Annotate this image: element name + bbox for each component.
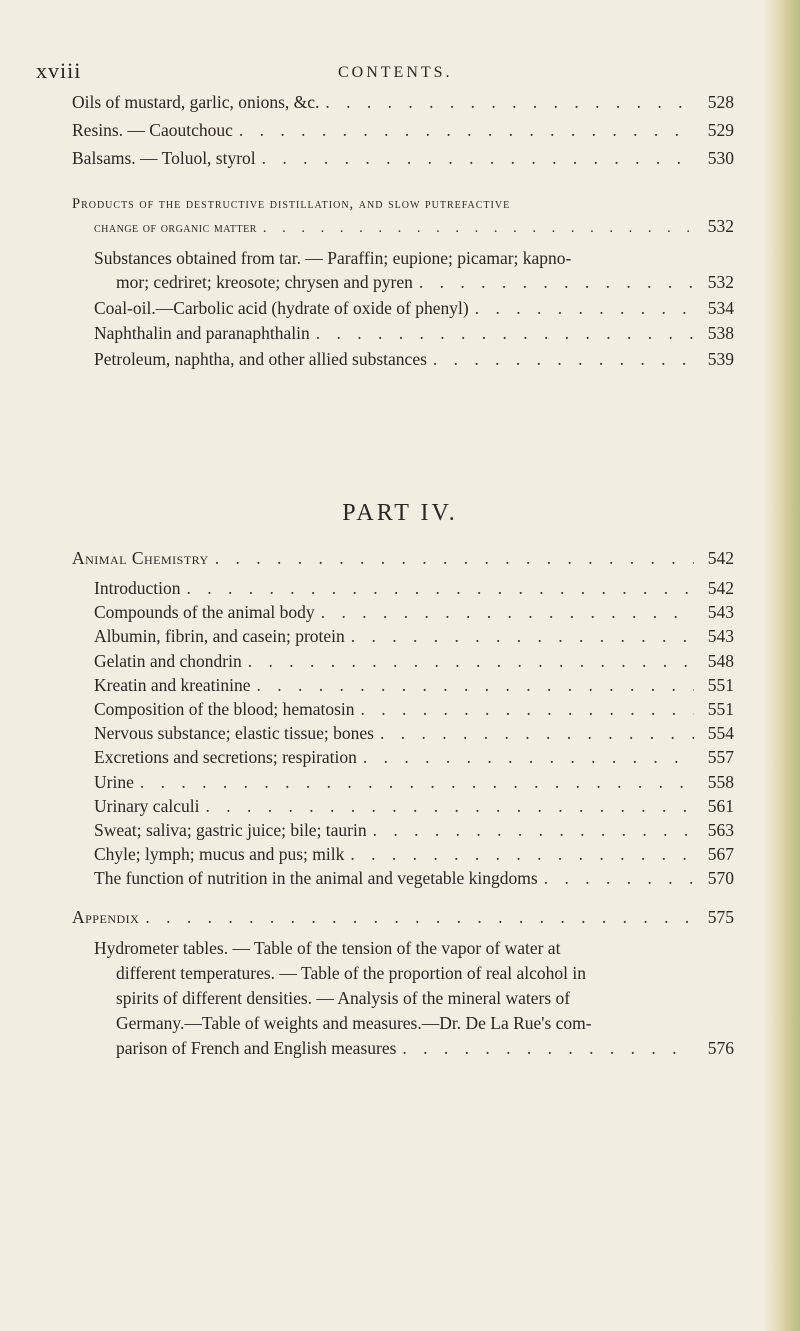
entry-title: Balsams. — Toluol, styrol — [72, 148, 256, 168]
entry-title: Nervous substance; elastic tissue; bones — [94, 723, 374, 744]
running-title: CONTENTS. — [338, 64, 453, 81]
toc-entry — [94, 723, 734, 744]
toc-entry — [94, 699, 734, 720]
entry-page: 542 — [707, 578, 734, 598]
leader-dots — [325, 92, 694, 113]
leader-dots — [361, 699, 694, 720]
entry-title: Excretions and secretions; respiration — [94, 747, 357, 768]
section-heading-appendix: Appendix — [72, 907, 140, 927]
toc-entry — [94, 298, 734, 319]
toc-entry — [72, 92, 734, 113]
toc-entry — [72, 120, 734, 141]
entry-title: Urine — [94, 771, 134, 792]
toc-entry — [94, 868, 734, 889]
toc-entry — [94, 675, 734, 696]
leader-dots — [256, 675, 694, 696]
entry-page: 530 — [707, 148, 734, 168]
entry-title: Sweat; saliva; gastric juice; bile; taurin — [94, 820, 367, 840]
entry-page: 528 — [707, 92, 734, 112]
toc-entry — [94, 820, 734, 841]
entry-title: mor; cedriret; kreosote; chrysen and pyren — [116, 272, 413, 292]
leader-dots — [263, 220, 694, 237]
appendix-line: Germany.—Table of weights and measures.—Dr. De La Rue's com- — [116, 1013, 592, 1033]
entry-page: 534 — [707, 298, 734, 318]
entry-page: 575 — [707, 907, 734, 927]
entry-page: 542 — [707, 548, 734, 568]
appendix-description — [94, 936, 734, 1036]
entry-title: Coal-oil.—Carbolic acid (hydrate of oxide of phenyl) — [94, 298, 469, 318]
entry-page: 543 — [707, 626, 734, 647]
entry-title: Urinary calculi — [94, 795, 200, 816]
entry-page: 548 — [707, 650, 734, 671]
leader-dots — [351, 626, 694, 647]
entry-title: change of organic matter — [94, 220, 257, 236]
entry-title: Naphthalin and paranaphthalin — [94, 323, 310, 343]
leader-dots — [433, 349, 694, 370]
leader-dots — [248, 651, 694, 672]
leader-dots — [205, 796, 694, 817]
leader-dots — [373, 820, 694, 841]
entry-page: 551 — [707, 699, 734, 719]
leader-dots — [402, 1038, 694, 1059]
entry-page: 551 — [707, 674, 734, 695]
entry-title: Introduction — [94, 578, 181, 598]
toc-entry — [94, 747, 734, 768]
entry-title: The function of nutrition in the animal and vegetable kingdoms — [94, 868, 538, 889]
entry-page: 563 — [707, 820, 734, 840]
toc-entry-multiline — [94, 246, 734, 271]
leader-dots — [380, 723, 694, 744]
entry-page: 532 — [707, 216, 734, 236]
toc-entry — [94, 626, 734, 647]
toc-entry — [94, 796, 734, 817]
entry-page: 567 — [707, 844, 734, 865]
section-heading-animal-chemistry: Animal Chemistry — [72, 548, 209, 568]
toc-section-entry — [72, 548, 734, 569]
toc-entry — [94, 323, 734, 344]
section-heading-products: Products of the destructive distillation, and slow putrefactive — [72, 196, 511, 212]
entry-title: Compounds of the animal body — [94, 602, 315, 623]
toc-entry — [94, 602, 734, 623]
leader-dots — [419, 272, 694, 293]
entry-page: 561 — [707, 795, 734, 816]
entry-title-line: Substances obtained from tar. — Paraffin; eupione; picamar; kapno- — [94, 248, 572, 268]
entry-page: 570 — [707, 868, 734, 889]
toc-entry — [94, 349, 734, 370]
leader-dots — [215, 548, 694, 569]
leader-dots — [239, 120, 694, 141]
appendix-line: Hydrometer tables. — Table of the tension of the vapor of water at — [94, 938, 561, 958]
leader-dots — [544, 868, 694, 889]
leader-dots — [187, 578, 694, 599]
page-edge-discoloration — [762, 0, 800, 1331]
entry-title: Oils of mustard, garlic, onions, &c. — [72, 92, 320, 112]
entry-title: parison of French and English measures — [116, 1038, 397, 1058]
toc-entry — [94, 651, 734, 672]
entry-page: 532 — [707, 272, 734, 292]
leader-dots — [321, 602, 694, 623]
entry-title: Petroleum, naphtha, and other allied substances — [94, 349, 427, 369]
toc-entry — [94, 216, 734, 237]
toc-entry — [94, 578, 734, 599]
entry-page: 539 — [707, 349, 734, 369]
toc-entry — [94, 844, 734, 865]
entry-title: Resins. — Caoutchouc — [72, 120, 233, 140]
entry-page: 538 — [707, 323, 734, 343]
leader-dots — [316, 323, 694, 344]
appendix-line: different temperatures. — Table of the proportion of real alcohol in — [116, 963, 586, 983]
part-title: PART IV. — [342, 500, 458, 526]
entry-page: 558 — [707, 771, 734, 792]
page-header — [36, 58, 760, 88]
toc-entry — [116, 1038, 734, 1059]
leader-dots — [262, 148, 694, 169]
toc-entry — [94, 772, 734, 793]
entry-page: 543 — [707, 602, 734, 623]
entry-page: 529 — [707, 120, 734, 140]
entry-title: Chyle; lymph; mucus and pus; milk — [94, 844, 345, 865]
appendix-line: spirits of different densities. — Analysis of the mineral waters of — [116, 988, 571, 1008]
folio: xviii — [36, 58, 82, 83]
leader-dots — [363, 747, 694, 768]
entry-page: 576 — [707, 1038, 734, 1058]
entry-title: Kreatin and kreatinine — [94, 674, 251, 695]
entry-title: Composition of the blood; hematosin — [94, 699, 355, 719]
toc-entry — [72, 148, 734, 169]
leader-dots — [145, 907, 694, 928]
entry-title: Albumin, fibrin, and casein; protein — [94, 626, 345, 647]
toc-entry — [116, 272, 734, 293]
entry-page: 557 — [707, 747, 734, 768]
leader-dots — [350, 844, 694, 865]
entry-title: Gelatin and chondrin — [94, 650, 242, 671]
leader-dots — [475, 298, 694, 319]
toc-section-entry — [72, 907, 734, 928]
leader-dots — [140, 772, 694, 793]
entry-page: 554 — [707, 723, 734, 744]
